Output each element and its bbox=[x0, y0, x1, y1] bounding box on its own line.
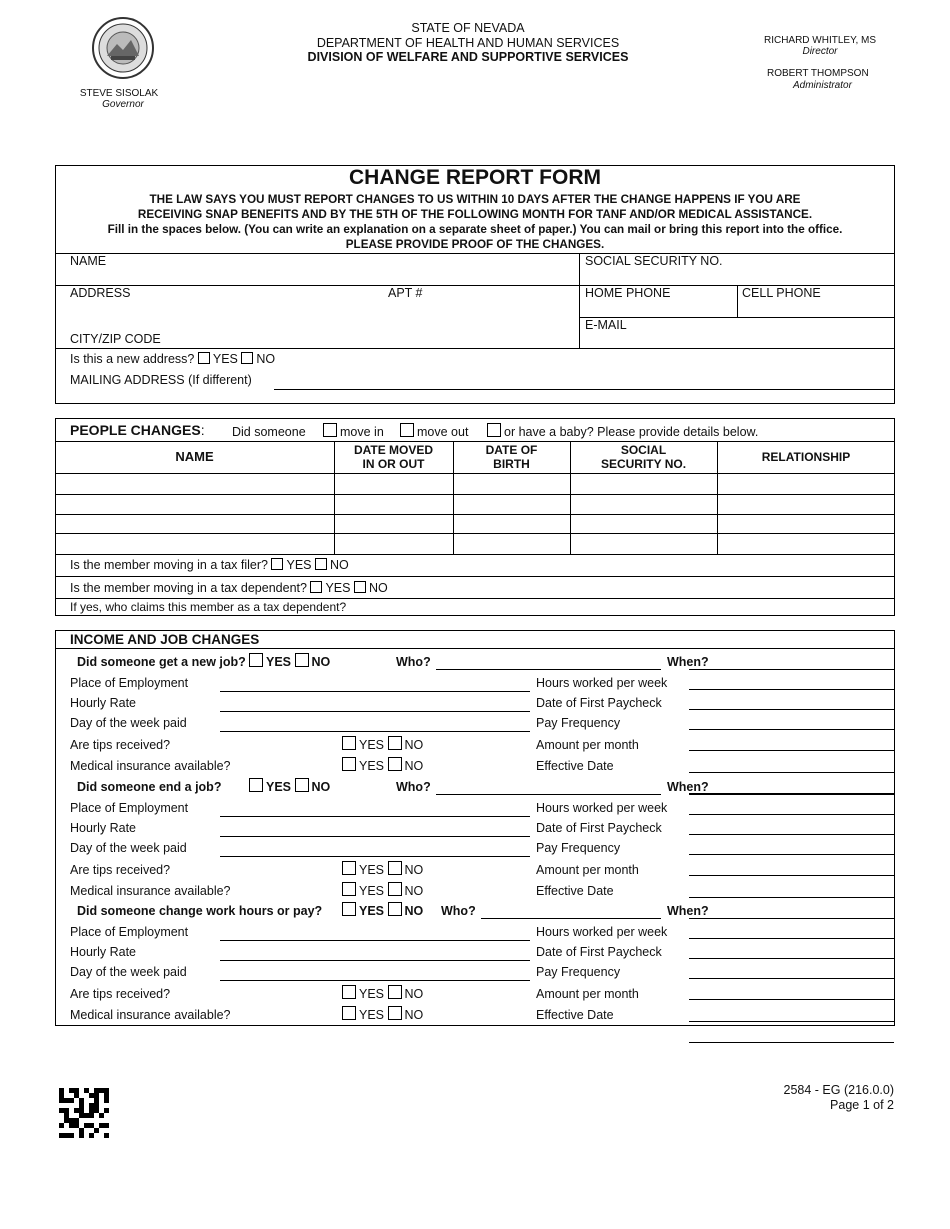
home-phone-field[interactable]: HOME PHONE bbox=[585, 286, 671, 300]
col-header-date-moved: DATE MOVED IN OR OUT bbox=[353, 443, 434, 471]
yes-label: YES bbox=[212, 352, 238, 366]
income-1-place-field[interactable] bbox=[220, 816, 530, 817]
have-baby-checkbox[interactable] bbox=[487, 423, 501, 437]
header-department: DEPARTMENT OF HEALTH AND HUMAN SERVICES bbox=[316, 36, 620, 50]
income-0-first-paycheck-label: Date of First Paycheck bbox=[536, 696, 662, 710]
income-1-hourly-label: Hourly Rate bbox=[70, 821, 136, 835]
income-0-effective-date-label: Effective Date bbox=[536, 759, 614, 773]
move-in-checkbox[interactable] bbox=[323, 423, 337, 437]
tax-filer-question: Is the member moving in a tax filer? YES NO bbox=[70, 558, 349, 572]
move-out-checkbox[interactable] bbox=[400, 423, 414, 437]
income-2-pay-frequency-label: Pay Frequency bbox=[536, 965, 621, 979]
governor-title: Governor bbox=[102, 99, 144, 110]
income-when-label-1: When? bbox=[667, 780, 709, 794]
income-question-1-options: YES NO bbox=[249, 778, 330, 794]
income-2-tips-q-options: YES NO bbox=[342, 985, 423, 1001]
income-2-tips-q-label: Are tips received? bbox=[70, 987, 171, 1001]
income-question-1-no-checkbox[interactable] bbox=[295, 778, 309, 792]
income-0-tips-q-yes-checkbox[interactable] bbox=[342, 736, 356, 750]
form-title: CHANGE REPORT FORM bbox=[349, 166, 601, 189]
new-address-question bbox=[70, 352, 275, 366]
income-0-hourly-label: Hourly Rate bbox=[70, 696, 136, 710]
income-0-medical-q-label: Medical insurance available? bbox=[70, 759, 231, 773]
income-2-first-paycheck-label: Date of First Paycheck bbox=[536, 945, 662, 959]
income-2-place-label: Place of Employment bbox=[70, 925, 189, 939]
income-1-tips-q-yes-checkbox[interactable] bbox=[342, 861, 356, 875]
income-2-medical-q-label: Medical insurance available? bbox=[70, 1008, 231, 1022]
income-1-tips-q-label: Are tips received? bbox=[70, 863, 171, 877]
income-1-place-label: Place of Employment bbox=[70, 801, 189, 815]
income-0-place-field[interactable] bbox=[220, 691, 530, 692]
income-who-label-0: Who? bbox=[396, 655, 431, 669]
income-0-medical-q-no-checkbox[interactable] bbox=[388, 757, 402, 771]
tax-dependent-no-checkbox[interactable] bbox=[354, 581, 366, 593]
income-0-hours-per-week-label: Hours worked per week bbox=[536, 676, 668, 690]
mailing-address-field[interactable] bbox=[274, 389, 894, 390]
income-2-medical-q-options: YES NO bbox=[342, 1006, 423, 1022]
administrator-name: ROBERT THOMPSON bbox=[767, 68, 869, 79]
col-header-dob: DATE OF BIRTH bbox=[485, 443, 538, 471]
income-when-label-2: When? bbox=[667, 904, 709, 918]
income-question-2-options: YES NO bbox=[342, 902, 423, 918]
income-0-tips-q-options: YES NO bbox=[342, 736, 423, 752]
people-changes-heading: PEOPLE CHANGES: bbox=[70, 422, 205, 438]
state-seal bbox=[91, 16, 155, 80]
col-header-relationship: RELATIONSHIP bbox=[761, 450, 851, 464]
income-1-tips-q-options: YES NO bbox=[342, 861, 423, 877]
income-2-hourly-field[interactable] bbox=[220, 960, 530, 961]
income-2-hourly-label: Hourly Rate bbox=[70, 945, 136, 959]
did-someone-label: Did someone bbox=[232, 425, 306, 439]
income-1-medical-q-yes-checkbox[interactable] bbox=[342, 882, 356, 896]
income-2-hours-per-week-label: Hours worked per week bbox=[536, 925, 668, 939]
tax-filer-no-checkbox[interactable] bbox=[315, 558, 327, 570]
mailing-address-label: MAILING ADDRESS (If different) bbox=[70, 373, 252, 387]
col-header-ssn: SOCIAL SECURITY NO. bbox=[600, 443, 687, 471]
income-0-tips-q-no-checkbox[interactable] bbox=[388, 736, 402, 750]
income-who-label-2: Who? bbox=[441, 904, 476, 918]
income-who-field-2[interactable] bbox=[481, 918, 661, 919]
governor-name: STEVE SISOLAK bbox=[79, 88, 159, 99]
notice-line-1: THE LAW SAYS YOU MUST REPORT CHANGES TO US WITHIN 10 DAYS AFTER THE CHANGE HAPPENS IF YOU ARE bbox=[149, 193, 801, 206]
income-2-amount-month-label: Amount per month bbox=[536, 987, 639, 1001]
income-question-0-options: YES NO bbox=[249, 653, 330, 669]
income-2-day-paid-field[interactable] bbox=[220, 980, 530, 981]
income-question-0: Did someone get a new job? bbox=[77, 655, 246, 669]
income-2-medical-q-no-checkbox[interactable] bbox=[388, 1006, 402, 1020]
tax-filer-yes-checkbox[interactable] bbox=[271, 558, 283, 570]
income-0-day-paid-label: Day of the week paid bbox=[70, 716, 187, 730]
income-when-label-0: When? bbox=[667, 655, 709, 669]
page-number: Page 1 of 2 bbox=[830, 1098, 894, 1112]
income-1-first-paycheck-label: Date of First Paycheck bbox=[536, 821, 662, 835]
email-field[interactable]: E-MAIL bbox=[585, 318, 627, 332]
income-question-2-no-checkbox[interactable] bbox=[388, 902, 402, 916]
director-title: Director bbox=[802, 46, 838, 57]
income-2-day-paid-label: Day of the week paid bbox=[70, 965, 187, 979]
income-1-hourly-field[interactable] bbox=[220, 836, 530, 837]
new-address-label: Is this a new address? bbox=[70, 352, 195, 366]
new-address-no-checkbox[interactable] bbox=[241, 352, 253, 364]
no-label: NO bbox=[256, 352, 276, 366]
income-question-1: Did someone end a job? bbox=[77, 780, 222, 794]
new-address-yes-checkbox[interactable] bbox=[198, 352, 210, 364]
income-2-medical-q-yes-checkbox[interactable] bbox=[342, 1006, 356, 1020]
income-1-effective-date-label: Effective Date bbox=[536, 884, 614, 898]
income-1-hours-per-week-label: Hours worked per week bbox=[536, 801, 668, 815]
income-0-pay-frequency-label: Pay Frequency bbox=[536, 716, 621, 730]
col-header-name: NAME bbox=[175, 449, 214, 464]
income-0-medical-q-options: YES NO bbox=[342, 757, 423, 773]
income-2-effective-date-label: Effective Date bbox=[536, 1008, 614, 1022]
income-heading: INCOME AND JOB CHANGES bbox=[70, 632, 260, 647]
tax-dependent-question: Is the member moving in a tax dependent? YES NO bbox=[70, 581, 388, 595]
income-0-place-label: Place of Employment bbox=[70, 676, 189, 690]
income-1-day-paid-label: Day of the week paid bbox=[70, 841, 187, 855]
income-2-tips-q-yes-checkbox[interactable] bbox=[342, 985, 356, 999]
income-0-tips-q-label: Are tips received? bbox=[70, 738, 171, 752]
income-question-1-yes-checkbox[interactable] bbox=[249, 778, 263, 792]
income-question-2: Did someone change work hours or pay? bbox=[77, 904, 323, 918]
income-1-medical-q-label: Medical insurance available? bbox=[70, 884, 231, 898]
income-1-pay-frequency-label: Pay Frequency bbox=[536, 841, 621, 855]
income-question-0-no-checkbox[interactable] bbox=[295, 653, 309, 667]
income-1-day-paid-field[interactable] bbox=[220, 856, 530, 857]
income-0-day-paid-field[interactable] bbox=[220, 731, 530, 732]
income-1-medical-q-options: YES NO bbox=[342, 882, 423, 898]
income-2-place-field[interactable] bbox=[220, 940, 530, 941]
income-1-medical-q-no-checkbox[interactable] bbox=[388, 882, 402, 896]
income-0-amount-month-label: Amount per month bbox=[536, 738, 639, 752]
header-state: STATE OF NEVADA bbox=[411, 21, 525, 35]
income-who-label-1: Who? bbox=[396, 780, 431, 794]
cell-phone-field[interactable]: CELL PHONE bbox=[742, 286, 821, 300]
income-question-0-yes-checkbox[interactable] bbox=[249, 653, 263, 667]
income-1-amount-month-label: Amount per month bbox=[536, 863, 639, 877]
form-number: 2584 - EG (216.0.0) bbox=[783, 1083, 894, 1097]
income-2-tips-q-no-checkbox[interactable] bbox=[388, 985, 402, 999]
move-in-option: move in bbox=[323, 423, 384, 439]
administrator-title: Administrator bbox=[793, 80, 852, 91]
ssn-field[interactable]: SOCIAL SECURITY NO. bbox=[585, 254, 723, 268]
have-baby-option: or have a baby? Please provide details below. bbox=[487, 423, 758, 439]
tax-dependent-yes-checkbox[interactable] bbox=[310, 581, 322, 593]
move-out-option: move out bbox=[400, 423, 468, 439]
income-question-2-yes-checkbox[interactable] bbox=[342, 902, 356, 916]
who-claims-question[interactable]: If yes, who claims this member as a tax dependent? bbox=[70, 600, 347, 614]
header-division: DIVISION OF WELFARE AND SUPPORTIVE SERVICES bbox=[307, 50, 629, 64]
income-0-hourly-field[interactable] bbox=[220, 711, 530, 712]
seal-icon bbox=[91, 16, 155, 80]
director-name: RICHARD WHITLEY, MS bbox=[763, 35, 877, 46]
barcode-icon bbox=[59, 1088, 109, 1138]
income-1-tips-q-no-checkbox[interactable] bbox=[388, 861, 402, 875]
apt-field[interactable]: APT # bbox=[388, 286, 423, 300]
city-zip-field[interactable]: CITY/ZIP CODE bbox=[70, 332, 161, 346]
notice-line-4: PLEASE PROVIDE PROOF OF THE CHANGES. bbox=[345, 238, 605, 251]
address-field[interactable]: ADDRESS bbox=[70, 286, 131, 300]
name-field[interactable]: NAME bbox=[70, 254, 107, 268]
income-who-field-0[interactable] bbox=[436, 669, 661, 670]
income-who-field-1[interactable] bbox=[436, 794, 661, 795]
notice-line-2: RECEIVING SNAP BENEFITS AND BY THE 5TH OF THE FOLLOWING MONTH FOR TANF AND/OR MEDICAL ASSISTANCE. bbox=[137, 208, 813, 221]
income-0-medical-q-yes-checkbox[interactable] bbox=[342, 757, 356, 771]
notice-line-3: Fill in the spaces below. (You can write an explanation on a separate sheet of paper.) You can mail or bring this report into the office. bbox=[107, 223, 843, 236]
